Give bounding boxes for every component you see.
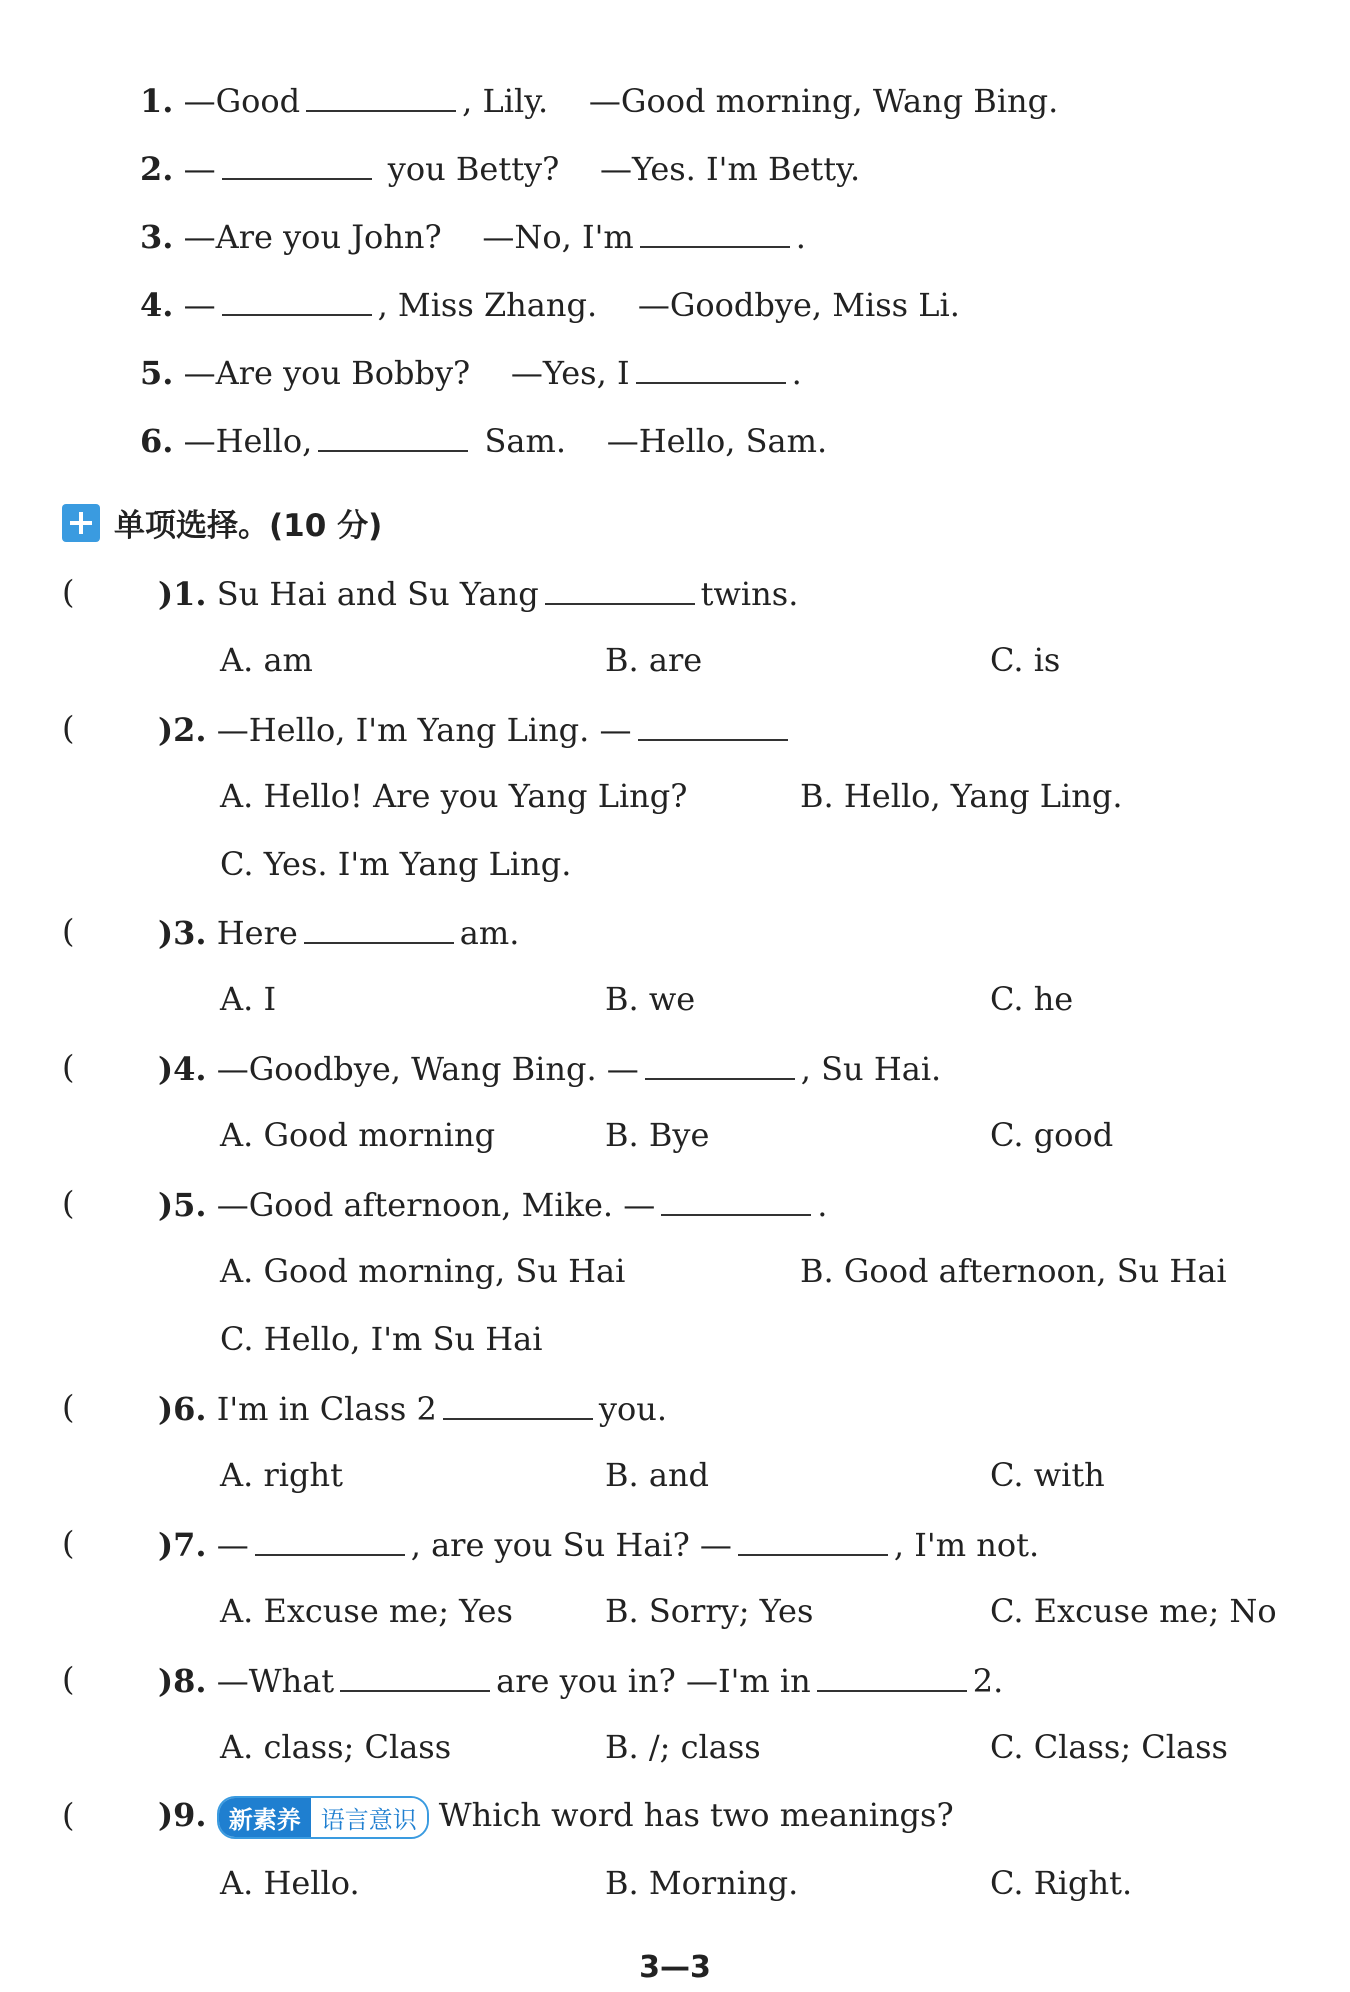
option[interactable]: A. am — [220, 641, 313, 679]
answer-blank[interactable] — [304, 912, 454, 944]
section-label: 单项选择。(10 分) — [114, 508, 383, 544]
question-text-b: twins. — [700, 575, 799, 613]
answer-paren[interactable]: ( — [62, 1524, 75, 1562]
question-number: )7. — [158, 1526, 207, 1564]
question-text: —Good afternoon, Mike. — — [216, 1186, 656, 1224]
question-line — [158, 1388, 667, 1428]
question-text: —Goodbye, Wang Bing. — — [216, 1050, 639, 1088]
option[interactable]: A. Excuse me; Yes — [220, 1592, 513, 1630]
option[interactable]: C. Yes. I'm Yang Ling. — [220, 845, 572, 883]
item-reply: —Good morning, Wang Bing. — [588, 82, 1059, 120]
item-number: 1. — [140, 82, 174, 120]
answer-blank[interactable] — [817, 1660, 967, 1692]
option[interactable]: C. Hello, I'm Su Hai — [220, 1320, 543, 1358]
option[interactable]: C. Class; Class — [990, 1728, 1228, 1766]
question-line — [158, 912, 519, 952]
answer-blank[interactable] — [222, 148, 372, 180]
answer-paren[interactable]: ( — [62, 912, 75, 950]
answer-blank[interactable] — [640, 216, 790, 248]
option[interactable]: B. are — [605, 641, 703, 679]
item-number: 5. — [140, 354, 174, 392]
question-text-b: . — [817, 1186, 828, 1224]
answer-blank[interactable] — [661, 1184, 811, 1216]
answer-paren[interactable]: ( — [62, 1796, 75, 1834]
answer-blank[interactable] — [545, 573, 695, 605]
option[interactable]: B. we — [605, 980, 696, 1018]
question-text-b: you. — [598, 1390, 667, 1428]
plus-icon — [62, 504, 100, 542]
item-reply: —Goodbye, Miss Li. — [637, 286, 960, 324]
fill-item — [140, 352, 802, 392]
item-prompt-tail: you Betty? — [377, 150, 560, 188]
question-text: Which word has two meanings? — [438, 1796, 954, 1834]
option[interactable]: B. Bye — [605, 1116, 710, 1154]
answer-paren[interactable]: ( — [62, 573, 75, 611]
option[interactable]: C. good — [990, 1116, 1114, 1154]
answer-blank[interactable] — [738, 1524, 888, 1556]
fill-item — [140, 80, 1058, 120]
question-number: )8. — [158, 1662, 207, 1700]
question-text-c: 2. — [972, 1662, 1004, 1700]
question-text-b: am. — [459, 914, 520, 952]
option[interactable]: A. Good morning — [220, 1116, 496, 1154]
answer-blank[interactable] — [636, 352, 786, 384]
option[interactable]: B. Hello, Yang Ling. — [800, 777, 1123, 815]
item-reply: —Yes, I — [510, 354, 630, 392]
answer-paren[interactable]: ( — [62, 1388, 75, 1426]
question-number: )9. — [158, 1796, 207, 1834]
item-number: 2. — [140, 150, 174, 188]
answer-blank[interactable] — [645, 1048, 795, 1080]
item-number: 4. — [140, 286, 174, 324]
question-line — [158, 1184, 827, 1224]
question-line — [158, 709, 794, 749]
item-prompt-tail: , Lily. — [462, 82, 549, 120]
section-heading — [62, 500, 382, 545]
option[interactable]: B. Good afternoon, Su Hai — [800, 1252, 1227, 1290]
fill-item — [140, 284, 960, 324]
question-text-b: , are you Su Hai? — — [410, 1526, 732, 1564]
answer-blank[interactable] — [222, 284, 372, 316]
option[interactable]: C. Right. — [990, 1864, 1133, 1902]
question-text: I'm in Class 2 — [216, 1390, 437, 1428]
item-reply-tail: . — [795, 218, 806, 256]
item-prompt: —Hello, — [183, 422, 313, 460]
option[interactable]: A. right — [220, 1456, 343, 1494]
item-prompt: — — [183, 150, 216, 188]
option[interactable]: A. Hello! Are you Yang Ling? — [220, 777, 688, 815]
answer-paren[interactable]: ( — [62, 709, 75, 747]
item-reply: —Hello, Sam. — [606, 422, 828, 460]
question-line — [158, 1660, 1003, 1700]
item-reply: —Yes. I'm Betty. — [599, 150, 861, 188]
badge-label-a: 新素养 — [219, 1798, 311, 1837]
option[interactable]: A. class; Class — [220, 1728, 452, 1766]
answer-blank[interactable] — [638, 709, 788, 741]
option[interactable]: C. he — [990, 980, 1074, 1018]
question-text-b: are you in? —I'm in — [496, 1662, 811, 1700]
option[interactable]: C. is — [990, 641, 1061, 679]
answer-blank[interactable] — [255, 1524, 405, 1556]
question-number: )4. — [158, 1050, 207, 1088]
question-number: )6. — [158, 1390, 207, 1428]
answer-paren[interactable]: ( — [62, 1184, 75, 1222]
question-line — [158, 1796, 954, 1839]
item-prompt: —Good — [183, 82, 301, 120]
answer-blank[interactable] — [340, 1660, 490, 1692]
option[interactable]: A. Good morning, Su Hai — [220, 1252, 626, 1290]
item-number: 6. — [140, 422, 174, 460]
item-prompt: — — [183, 286, 216, 324]
question-line — [158, 1524, 1039, 1564]
answer-paren[interactable]: ( — [62, 1048, 75, 1086]
question-number: )1. — [158, 575, 207, 613]
option[interactable]: A. Hello. — [220, 1864, 360, 1902]
question-text: Su Hai and Su Yang — [216, 575, 539, 613]
question-line — [158, 573, 798, 613]
item-prompt: —Are you Bobby? — [183, 354, 471, 392]
item-reply: —No, I'm — [482, 218, 634, 256]
question-line — [158, 1048, 941, 1088]
option[interactable]: B. Morning. — [605, 1864, 799, 1902]
option[interactable]: B. /; class — [605, 1728, 761, 1766]
question-number: )3. — [158, 914, 207, 952]
literacy-badge — [217, 1796, 429, 1839]
option[interactable]: A. I — [220, 980, 277, 1018]
question-text-c: , I'm not. — [893, 1526, 1040, 1564]
question-text: Here — [216, 914, 298, 952]
question-number: )2. — [158, 711, 207, 749]
question-text: — — [216, 1526, 249, 1564]
item-prompt-tail: , Miss Zhang. — [377, 286, 598, 324]
option[interactable]: B. Sorry; Yes — [605, 1592, 814, 1630]
fill-item — [140, 148, 860, 188]
option[interactable]: B. and — [605, 1456, 710, 1494]
option[interactable]: C. Excuse me; No — [990, 1592, 1277, 1630]
question-number: )5. — [158, 1186, 207, 1224]
answer-blank[interactable] — [306, 80, 456, 112]
badge-label-b: 语言意识 — [311, 1798, 427, 1837]
item-reply-tail: . — [791, 354, 802, 392]
answer-blank[interactable] — [318, 420, 468, 452]
fill-item — [140, 420, 827, 460]
item-prompt: —Are you John? — [183, 218, 442, 256]
fill-item — [140, 216, 806, 256]
answer-blank[interactable] — [443, 1388, 593, 1420]
answer-paren[interactable]: ( — [62, 1660, 75, 1698]
item-number: 3. — [140, 218, 174, 256]
question-text: —Hello, I'm Yang Ling. — — [216, 711, 632, 749]
question-text-b: , Su Hai. — [800, 1050, 942, 1088]
page-number: 3—3 — [639, 1950, 711, 1985]
question-text: —What — [216, 1662, 335, 1700]
option[interactable]: C. with — [990, 1456, 1105, 1494]
item-prompt-tail: Sam. — [474, 422, 567, 460]
